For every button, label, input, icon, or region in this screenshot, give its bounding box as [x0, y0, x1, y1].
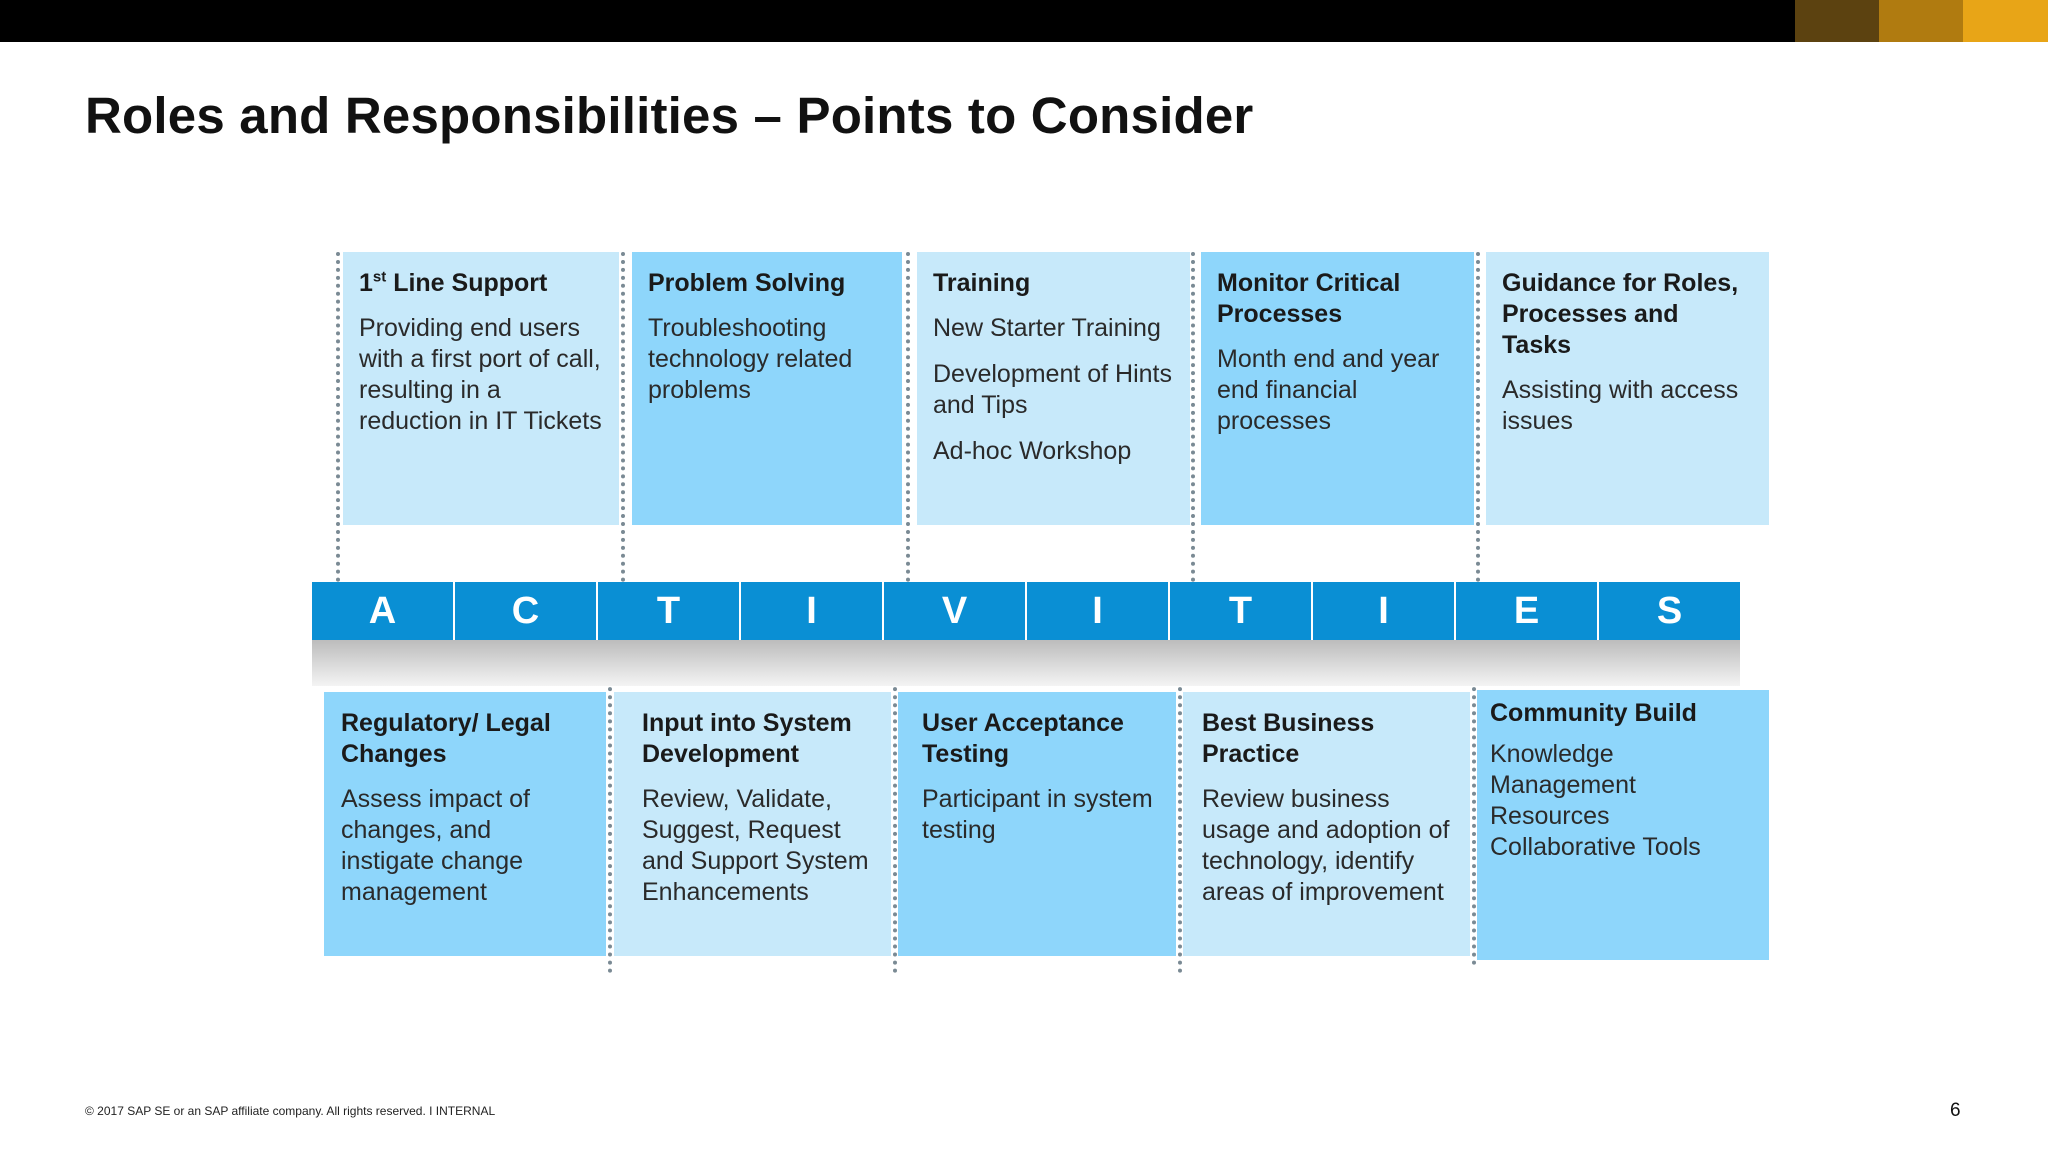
card-title: 1st Line Support — [359, 268, 548, 297]
page-number: 6 — [1950, 1100, 1961, 1121]
card-title: Best Business Practice — [1202, 709, 1375, 768]
band-letter: I — [1313, 582, 1456, 640]
card-text: Collaborative Tools — [1490, 833, 1701, 861]
connector-line — [906, 252, 910, 582]
connector-line — [1472, 655, 1476, 965]
activities-band — [312, 582, 1740, 640]
card-input-system-development — [614, 692, 891, 956]
band-letter: T — [598, 582, 741, 640]
band-shadow — [312, 640, 1740, 686]
card-title: Problem Solving — [648, 269, 846, 297]
card-title: Community Build — [1490, 699, 1697, 727]
card-title: Training — [933, 269, 1031, 297]
connector-line — [1476, 252, 1480, 582]
card-text: Month end and year end financial processes — [1217, 345, 1440, 435]
card-text: Assisting with access issues — [1502, 376, 1739, 435]
card-text: Knowledge Management Resources — [1490, 740, 1636, 830]
card-text: Assess impact of changes, and instigate change management — [341, 785, 530, 906]
band-letter: I — [741, 582, 884, 640]
card-problem-solving — [632, 252, 902, 525]
card-training — [917, 252, 1190, 525]
card-guidance-roles — [1486, 252, 1769, 525]
card-monitor-critical-processes — [1201, 252, 1474, 525]
card-text: Review business usage and adoption of technology, identify areas of improvement — [1202, 785, 1450, 906]
slide-title: Roles and Responsibilities – Points to Consider — [85, 87, 1254, 144]
card-community-build — [1477, 690, 1769, 960]
card-text: Development of Hints and Tips — [933, 360, 1173, 419]
band-letter: I — [1027, 582, 1170, 640]
card-title: Monitor Critical Processes — [1217, 269, 1401, 328]
connector-line — [1178, 655, 1182, 973]
connector-line — [893, 655, 897, 973]
card-title: Guidance for Roles, Processes and Tasks — [1502, 269, 1739, 359]
card-best-business-practice — [1183, 692, 1470, 956]
card-text: Providing end users with a first port of call, resulting in a reduction in IT Tickets — [359, 314, 602, 435]
card-1st-line-support — [343, 252, 619, 525]
brand-stripe-mid — [1879, 0, 1963, 42]
card-title: Regulatory/ Legal Changes — [341, 709, 551, 768]
band-letter: A — [312, 582, 455, 640]
card-text: Troubleshooting technology related problems — [648, 314, 853, 404]
band-letter: V — [884, 582, 1027, 640]
card-text: Participant in system testing — [922, 785, 1153, 844]
connector-line — [336, 252, 340, 582]
top-bar — [0, 0, 2048, 42]
card-regulatory-legal — [324, 692, 606, 956]
band-letter: S — [1656, 589, 1683, 632]
brand-stripe-dark — [1795, 0, 1879, 42]
card-text: New Starter Training — [933, 314, 1161, 342]
connector-line — [621, 252, 625, 582]
copyright-footer: © 2017 SAP SE or an SAP affiliate company. All rights reserved. I INTERNAL — [85, 1104, 496, 1118]
card-text: Review, Validate, Suggest, Request and Support System Enhancements — [642, 785, 869, 906]
band-letter: E — [1456, 582, 1599, 640]
brand-stripe-gold — [1963, 0, 2048, 42]
card-title: Input into System Development — [642, 709, 852, 768]
band-letter: C — [455, 582, 598, 640]
connector-line — [1191, 252, 1195, 582]
card-text: Ad-hoc Workshop — [933, 437, 1132, 465]
band-letter: T — [1170, 582, 1313, 640]
card-title: User Acceptance Testing — [922, 709, 1124, 768]
card-user-acceptance-testing — [898, 692, 1176, 956]
connector-line — [608, 655, 612, 973]
